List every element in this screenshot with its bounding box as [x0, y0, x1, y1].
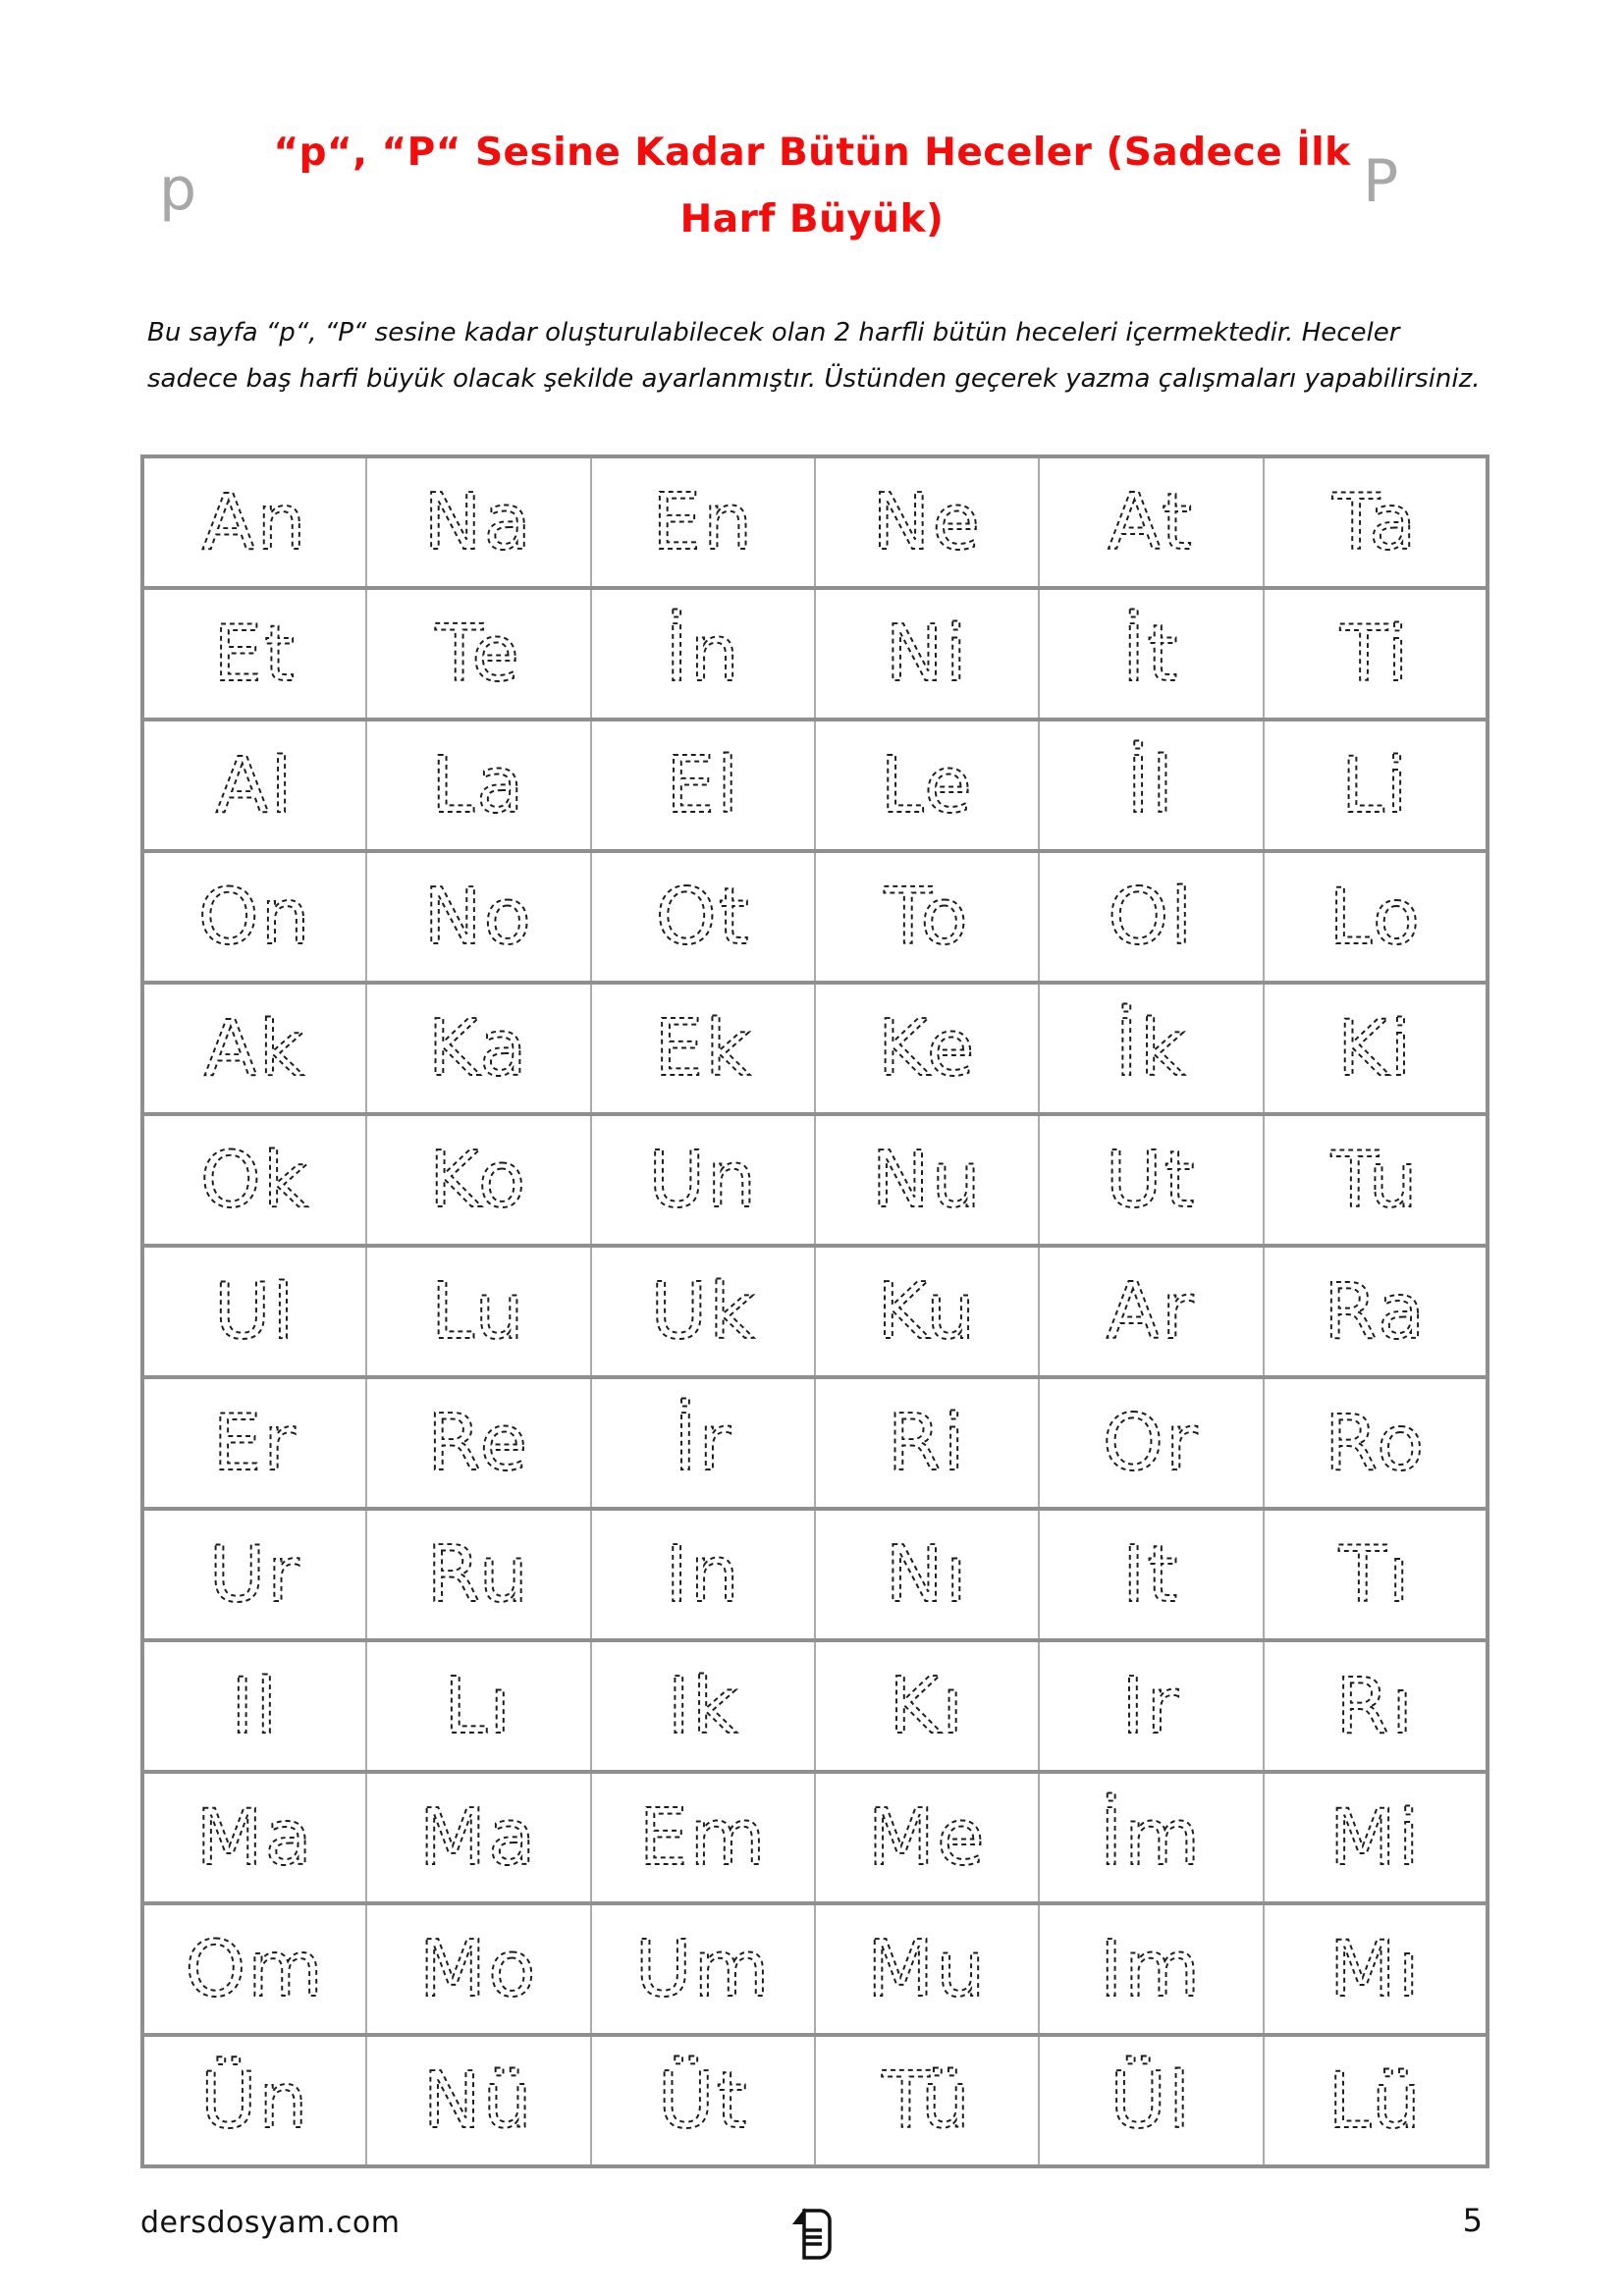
syllable-cell [1039, 851, 1263, 983]
syllable-text: It [1122, 1529, 1180, 1620]
syllable-table [140, 454, 1489, 2168]
syllable-cell [366, 588, 590, 720]
trace-letters [1265, 590, 1486, 718]
syllable-cell [1264, 1772, 1488, 1903]
syllable-text: Ut [1106, 1135, 1197, 1225]
syllable-cell [1264, 1246, 1488, 1377]
syllable-text: Nü [422, 2056, 535, 2146]
syllable-cell [1039, 1640, 1263, 1772]
trace-letters [1040, 2037, 1262, 2164]
trace-letters [592, 1905, 814, 2033]
syllable-cell [366, 456, 590, 588]
syllable-cell [591, 851, 815, 983]
syllable-text: Tı [1338, 1529, 1412, 1620]
syllable-cell [366, 1640, 590, 1772]
syllable-cell [815, 1377, 1039, 1509]
trace-letters [592, 1379, 814, 1507]
trace-letters [367, 1379, 589, 1507]
syllable-cell [591, 1640, 815, 1772]
syllable-text: Te [435, 609, 522, 699]
syllable-cell [142, 1246, 366, 1377]
syllable-text: İt [1122, 609, 1180, 699]
trace-letters [816, 458, 1038, 586]
syllable-cell [591, 1772, 815, 1903]
table-row [142, 588, 1488, 720]
trace-letters [1040, 1642, 1262, 1770]
syllable-cell [366, 1772, 590, 1903]
syllable-text: Im [1100, 1924, 1203, 2014]
trace-letters [1265, 721, 1486, 849]
syllable-text: Ki [1336, 1003, 1414, 1094]
syllable-text: Um [634, 1924, 772, 2014]
syllable-cell [1264, 1114, 1488, 1246]
syllable-cell [1264, 851, 1488, 983]
syllable-text: Ma [419, 1792, 538, 1883]
syllable-cell [1264, 983, 1488, 1114]
syllable-cell [1264, 720, 1488, 851]
trace-letters [367, 853, 589, 981]
syllable-cell [1039, 1903, 1263, 2035]
syllable-text: Lo [1328, 872, 1422, 962]
syllable-cell [142, 1640, 366, 1772]
syllable-text: İk [1114, 1003, 1187, 1094]
trace-letters [1265, 1774, 1486, 1901]
syllable-text: On [197, 872, 312, 962]
syllable-text: Lı [444, 1661, 514, 1751]
syllable-cell [142, 720, 366, 851]
syllable-cell [1039, 2035, 1263, 2166]
syllable-cell [366, 983, 590, 1114]
watermark-letter-right: P [1363, 147, 1399, 216]
syllable-text: Nı [885, 1529, 969, 1620]
syllable-cell [815, 456, 1039, 588]
syllable-text: İn [665, 609, 741, 699]
syllable-cell [366, 1377, 590, 1509]
trace-letters [1040, 853, 1262, 981]
syllable-text: Mo [419, 1924, 538, 2014]
syllable-cell [366, 2035, 590, 2166]
trace-letters [592, 1511, 814, 1638]
syllable-cell [815, 2035, 1039, 2166]
syllable-text: Mu [867, 1924, 988, 2014]
trace-letters [144, 590, 365, 718]
trace-letters [1265, 1248, 1486, 1375]
syllable-cell [1264, 1903, 1488, 2035]
trace-letters [144, 2037, 365, 2164]
syllable-cell [815, 983, 1039, 1114]
trace-letters [592, 1248, 814, 1375]
trace-letters [144, 1642, 365, 1770]
syllable-cell [591, 456, 815, 588]
syllable-text: İr [673, 1398, 732, 1488]
syllable-cell [142, 1377, 366, 1509]
syllable-cell [591, 588, 815, 720]
trace-letters [144, 1774, 365, 1901]
syllable-cell [591, 720, 815, 851]
trace-letters [1040, 1905, 1262, 2033]
trace-letters [144, 1905, 365, 2033]
syllable-text: In [665, 1529, 741, 1620]
syllable-text: Ne [872, 477, 983, 567]
trace-letters [144, 458, 365, 586]
trace-letters [367, 1248, 589, 1375]
syllable-text: Ke [877, 1003, 977, 1094]
syllable-text: Em [638, 1792, 768, 1883]
syllable-text: Tu [1330, 1135, 1420, 1225]
syllable-text: Ol [1108, 872, 1195, 962]
syllable-text: Ur [208, 1529, 301, 1620]
syllable-cell [142, 1772, 366, 1903]
table-row [142, 983, 1488, 1114]
syllable-cell [366, 1903, 590, 2035]
syllable-text: Un [647, 1135, 758, 1225]
syllable-text: Et [213, 609, 297, 699]
trace-letters [592, 590, 814, 718]
syllable-text: Ir [1121, 1661, 1181, 1751]
footer-site-name: dersdosyam.com [140, 2206, 401, 2240]
trace-letters [816, 985, 1038, 1112]
table-row [142, 456, 1488, 588]
syllable-text: Lu [431, 1266, 526, 1357]
trace-letters [592, 985, 814, 1112]
syllable-cell [815, 1114, 1039, 1246]
syllable-text: Üt [657, 2056, 749, 2146]
syllable-cell [591, 1246, 815, 1377]
syllable-text: Mı [1328, 1924, 1422, 2014]
syllable-text: Er [212, 1398, 298, 1488]
trace-letters [1265, 2037, 1486, 2164]
trace-letters [816, 721, 1038, 849]
table-row [142, 1640, 1488, 1772]
syllable-cell [1264, 456, 1488, 588]
trace-letters [367, 985, 589, 1112]
syllable-text: No [423, 872, 534, 962]
trace-letters [1040, 458, 1262, 586]
syllable-cell [815, 1903, 1039, 2035]
syllable-cell [1039, 720, 1263, 851]
syllable-table-wrap [140, 454, 1489, 2168]
syllable-text: Ku [877, 1266, 978, 1357]
syllable-cell [1039, 1114, 1263, 1246]
trace-letters [1265, 458, 1486, 586]
trace-letters [1265, 1905, 1486, 2033]
syllable-cell [142, 588, 366, 720]
syllable-text: Ri [887, 1398, 967, 1488]
syllable-text: Ka [428, 1003, 529, 1094]
syllable-cell [142, 1114, 366, 1246]
syllable-text: Uk [650, 1266, 756, 1357]
syllable-text: Ot [655, 872, 751, 962]
syllable-cell [366, 720, 590, 851]
description-paragraph: Bu sayfa “p“, “P“ sesine kadar oluşturulabilecek olan 2 harfli bütün heceleri içermektedir. Heceler sadece baş harfi büyük olacak şekilde ayarlanmıştır. Üstünden geçerek yazma çalışmaları yapabilirsiniz. [147, 318, 1481, 394]
syllable-cell [815, 720, 1039, 851]
syllable-text: Li [1340, 740, 1410, 830]
syllable-cell [1264, 1509, 1488, 1640]
table-row [142, 1509, 1488, 1640]
trace-letters [592, 1642, 814, 1770]
syllable-cell [815, 1509, 1039, 1640]
trace-letters [144, 1248, 365, 1375]
syllable-cell [366, 1246, 590, 1377]
syllable-text: Om [185, 1924, 325, 2014]
syllable-cell [815, 588, 1039, 720]
trace-letters [592, 458, 814, 586]
syllable-cell [591, 1377, 815, 1509]
syllable-cell [591, 2035, 815, 2166]
trace-letters [367, 1642, 589, 1770]
syllable-text: Ma [195, 1792, 314, 1883]
syllable-text: Ni [885, 609, 969, 699]
trace-letters [367, 2037, 589, 2164]
trace-letters [1040, 1774, 1262, 1901]
syllable-text: Mi [1328, 1792, 1422, 1883]
syllable-text: Ko [429, 1135, 528, 1225]
syllable-text: Al [215, 740, 295, 830]
trace-letters [816, 853, 1038, 981]
trace-letters [144, 853, 365, 981]
syllable-cell [366, 1509, 590, 1640]
trace-letters [592, 853, 814, 981]
trace-letters [1265, 1642, 1486, 1770]
syllable-cell [1264, 2035, 1488, 2166]
trace-letters [816, 1379, 1038, 1507]
trace-letters [144, 1116, 365, 1244]
syllable-text: Ra [1323, 1266, 1427, 1357]
table-row [142, 1377, 1488, 1509]
trace-letters [816, 2037, 1038, 2164]
syllable-text: Rı [1335, 1661, 1415, 1751]
syllable-text: Na [423, 477, 534, 567]
syllable-text: İl [1126, 740, 1176, 830]
trace-letters [144, 985, 365, 1112]
trace-letters [1265, 1511, 1486, 1638]
table-row [142, 2035, 1488, 2166]
syllable-text: Nu [871, 1135, 983, 1225]
syllable-text: Re [427, 1398, 530, 1488]
trace-letters [1265, 1379, 1486, 1507]
trace-letters [144, 1379, 365, 1507]
trace-letters [816, 590, 1038, 718]
syllable-text: La [431, 740, 526, 830]
syllable-cell [366, 851, 590, 983]
syllable-text: Ru [426, 1529, 531, 1620]
syllable-text: Ul [213, 1266, 297, 1357]
syllable-cell [1039, 983, 1263, 1114]
trace-letters [367, 1116, 589, 1244]
syllable-cell [815, 851, 1039, 983]
syllable-cell [1039, 1772, 1263, 1903]
syllable-text: Tü [882, 2056, 972, 2146]
syllable-cell [1039, 588, 1263, 720]
trace-letters [592, 721, 814, 849]
syllable-text: Ek [653, 1003, 752, 1094]
trace-letters [592, 1116, 814, 1244]
syllable-text: At [1108, 477, 1195, 567]
syllable-cell [1039, 1509, 1263, 1640]
syllable-text: Ti [1339, 609, 1411, 699]
trace-letters [367, 458, 589, 586]
trace-letters [367, 1511, 589, 1638]
syllable-text: Lü [1327, 2056, 1423, 2146]
syllable-cell [591, 1903, 815, 2035]
trace-letters [1040, 590, 1262, 718]
syllable-cell [142, 851, 366, 983]
table-row [142, 720, 1488, 851]
trace-letters [1265, 1116, 1486, 1244]
page-number: 5 [1462, 2202, 1483, 2239]
syllable-cell [366, 1114, 590, 1246]
syllable-text: Le [880, 740, 974, 830]
syllable-cell [142, 1903, 366, 2035]
syllable-text: Me [867, 1792, 987, 1883]
trace-letters [367, 1905, 589, 2033]
watermark-letter-left: p [159, 155, 197, 224]
trace-letters [144, 721, 365, 849]
syllable-text: Or [1103, 1398, 1200, 1488]
trace-letters [592, 1774, 814, 1901]
syllable-cell [1039, 456, 1263, 588]
syllable-cell [815, 1772, 1039, 1903]
trace-letters [816, 1116, 1038, 1244]
trace-letters [1040, 721, 1262, 849]
syllable-cell [142, 2035, 366, 2166]
syllable-text: Ok [199, 1135, 310, 1225]
syllable-text: Ro [1324, 1398, 1426, 1488]
syllable-cell [142, 456, 366, 588]
syllable-text: Il [231, 1661, 280, 1751]
trace-letters [1040, 1116, 1262, 1244]
trace-letters [367, 590, 589, 718]
trace-letters [816, 1248, 1038, 1375]
trace-letters [816, 1511, 1038, 1638]
table-row [142, 851, 1488, 983]
syllable-text: Kı [889, 1661, 966, 1751]
syllable-text: To [884, 872, 970, 962]
syllable-cell [1264, 1640, 1488, 1772]
trace-letters [1265, 853, 1486, 981]
trace-letters [816, 1642, 1038, 1770]
syllable-cell [1264, 588, 1488, 720]
syllable-text: Ar [1107, 1266, 1196, 1357]
table-row [142, 1246, 1488, 1377]
syllable-cell [591, 983, 815, 1114]
trace-letters [1040, 1379, 1262, 1507]
document-icon [788, 2207, 836, 2262]
trace-letters [592, 2037, 814, 2164]
syllable-text: Ak [203, 1003, 306, 1094]
page-title-line2: Harf Büyük) [679, 197, 945, 242]
trace-letters [1040, 1248, 1262, 1375]
trace-letters [816, 1774, 1038, 1901]
trace-letters [1040, 985, 1262, 1112]
syllable-text: El [665, 740, 740, 830]
table-row [142, 1903, 1488, 2035]
syllable-cell [142, 983, 366, 1114]
page-title-line1: “p“, “P“ Sesine Kadar Bütün Heceler (Sadece İlk [273, 131, 1351, 175]
syllable-cell [1039, 1377, 1263, 1509]
syllable-table-body [142, 456, 1488, 2166]
syllable-text: An [201, 477, 308, 567]
trace-letters [367, 721, 589, 849]
syllable-cell [815, 1246, 1039, 1377]
trace-letters [816, 1905, 1038, 2033]
table-row [142, 1772, 1488, 1903]
syllable-text: Ül [1110, 2056, 1193, 2146]
syllable-text: Ik [667, 1661, 739, 1751]
syllable-cell [142, 1509, 366, 1640]
syllable-text: Ta [1331, 477, 1418, 567]
trace-letters [144, 1511, 365, 1638]
table-row [142, 1114, 1488, 1246]
trace-letters [367, 1774, 589, 1901]
trace-letters [1040, 1511, 1262, 1638]
syllable-cell [1039, 1246, 1263, 1377]
syllable-cell [1264, 1377, 1488, 1509]
syllable-text: Ün [199, 2056, 310, 2146]
syllable-cell [591, 1509, 815, 1640]
trace-letters [1265, 985, 1486, 1112]
page-title [0, 120, 1624, 254]
syllable-text: İm [1100, 1792, 1203, 1883]
syllable-cell [815, 1640, 1039, 1772]
syllable-text: En [651, 477, 754, 567]
syllable-cell [591, 1114, 815, 1246]
